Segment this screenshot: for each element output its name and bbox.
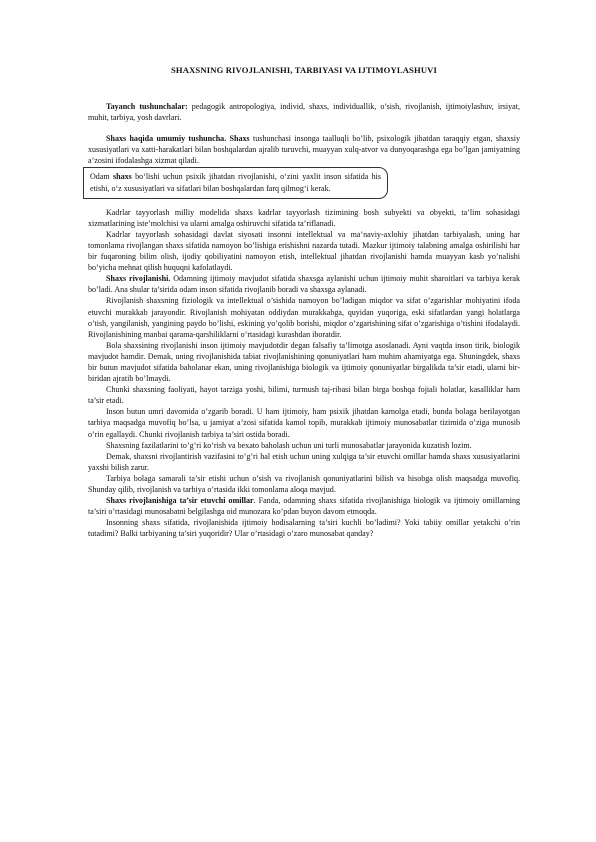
key-concepts-lead: Tayanch tushunchalar: xyxy=(106,102,188,111)
paragraph-10: Shaxsning fazilatlarini to’g’ri ko’rish va bexato baholash uchun uni turli munosabatlar jarayonida kuzatish lozim. xyxy=(106,440,472,450)
definition-paragraph xyxy=(88,133,520,166)
definition-text: tushunchasi insonga taalluqli bo’lib, psixologik jihatdan taraqqiy etgan, shaxsiy xususiyatlari va xatti-harakatlari bilan boshqalardan ajralib turuvchi, muayyan xulq-atvor va dunyoqarashga ega bo’lgan jamiyatning a’zosini ifodalashga xizmat qiladi. xyxy=(88,134,520,166)
paragraph-7: Bola shaxsining rivojlanishi inson ijtimoiy mavjudotdir degan falsafiy ta’limotga asoslanadi. Ayni vaqtda inson tirik, biologik mavjudot hamdir. Demak, uning rivojlanishida tabiat rivojlanishining qonuniyatlari ham muhim ahamiyatga ega. Shuningdek, shaxs bir butun mavjudot sifatida baholanar ekan, uning rivojlanishiga biologik va ijtimoiy qonuniyatlar birgalikda ta’sir etadi, ularni bir-biridan ajratib bo’lmaydi. xyxy=(88,340,520,384)
callout-text-a: Odam xyxy=(90,172,113,182)
paragraph-12: Tarbiya bolaga samarali ta’sir etishi uchun o’sish va rivojlanish qonuniyatlarini bilish va hisobga olish maqsadga muvofiq. Shunday qilib, rivojlanish va tarbiya o’rtasida ikki tomonlama aloqa mavjud. xyxy=(88,473,520,494)
paragraph-3: Kadrlar tayyorlash milliy modelida shaxs kadrlar tayyorlash tizimining bosh subyekti va obyekti, ta’lim sohasidagi xizmatlarining iste’molchisi va ularni amalga oshiruvchi sifatida ta’riflanadi. xyxy=(88,207,520,228)
paragraph-4: Kadrlar tayyorlash sohasidagi davlat siyosati insonni intellektual va ma’naviy-axlohiy jihatdan tarbiyalash, uning har tomonlama rivojlangan shaxs sifatida namoyon bo’lishiga erishishni nazarda tutadi. Mazkur ijtimoiy talabning amalga oshirilishi har bir fuqaroning bilim olish, ijodiy qobiliyatini namoyon etish, intellektual jihatdan rivojlanishi hamda muayyan kasb yo’nalishi bo’yicha mehnat qilish huquqni kafolatlaydi. xyxy=(88,229,520,273)
paragraph-9: Inson butun umri davomida o’zgarib boradi. U ham ijtimoiy, ham psixik jihatdan kamolga etadi, bunda bolaga berilayotgan tarbiya maqsadga muvofiq bo’lsa, u jamiyat a’zosi sifatida kamol topib, murakkab ijtimoiy munosabatlar tizimida o’ziga munosib o’rin egallaydi. Chunki rivojlanish tarbiya ta’siri ostida boradi. xyxy=(88,407,520,439)
development-text: Odamning ijtimoiy mavjudot sifatida shaxsga aylanishi uchun ijtimoiy muhit sharoitlari va tarbiya kerak bo’ladi. Ana shular ta’sirida odam inson sifatida rivojlanib boradi va shaxsga aylanadi. xyxy=(88,274,521,295)
page-title: SHAXSNING RIVOJLANISHI, TARBIYASI VA IJTIMOYLASHUVI xyxy=(170,65,438,75)
definition-lead: Shaxs haqida umumiy tushuncha. Shaxs xyxy=(106,134,250,144)
callout-text-c: bo‘lishi uchun psixik jihatdan rivojlanishi, o‘zini yaxlit inson sifatida his etishi, o‘z xususiyatlari va sifatlari bilan boshqalardan farq qilmog‘i kerak. xyxy=(90,172,381,193)
paragraph-14: Insonning shaxs sifatida, rivojlanishida ijtimoiy hodisalarning ta’siri kuchli bo’ladimi? Yoki tabiiy omillar yetakchi o’rin tutadimi? Balki tarbiyaning ta’siri yuqoridir? Ular o’rtasidagi o’zaro munosabat qanday? xyxy=(88,518,520,539)
paragraph-11: Demak, shaxsni rivojlantirish vazifasini to’g’ri hal etish uchun uning xulqiga ta’sir etuvchi omillar hamda shaxs xususiyatlarini yaxshi bilish zarur. xyxy=(88,451,520,472)
document-body xyxy=(88,101,520,539)
callout-text xyxy=(90,171,381,193)
paragraph-6: Rivojlanish shaxsning fiziologik va intellektual o’sishida namoyon bo’ladigan miqdor va sifat o’zgarishlar mohiyatini ifoda etuvchi murakkab jarayondir. Rivojlanish mohiyatan oddiydan murakkabga, quyidan yuqoriga, eski sifatlardan yangi holatlarga o’tish, yangilanish, yangining paydo bo’lishi, eskining yo’qolib borishi, miqdor o’zgarishining sifat o’zgarishiga o’tishini ifodalaydi. Rivojlanishining manbai qarama-qarshiliklarni o’rtasidagi kurashdan iboratdir. xyxy=(88,296,520,339)
key-concepts-paragraph xyxy=(88,101,520,123)
development-paragraph xyxy=(88,273,520,295)
callout-text-bold: shaxs xyxy=(112,172,132,182)
factors-text: . Fanda, odamning shaxs sifatida rivojlanishiga biologik va ijtimoiy omillarning ta’siri o’rtasidagi munosabatni belgilashga oid munozara ko’pdan buyon davom etmoqda. xyxy=(88,496,521,517)
definition-callout-box xyxy=(83,167,388,198)
paragraph-8: Chunki shaxsning faoliyati, hayot tarziga yoshi, bilimi, turmush taj-ribasi bilan birga boshqa fojiali holatlar, kasalliklar ham ta’sir etadi. xyxy=(88,385,520,406)
factors-lead: Shaxs rivojlanishiga ta’sir etuvchi omillar xyxy=(106,496,254,506)
development-lead: Shaxs rivojlanishi. xyxy=(106,274,171,284)
factors-paragraph xyxy=(88,495,520,517)
key-concepts-text: pedagogik antropologiya, individ, shaxs, individuallik, o’sish, rivojlanish, ijtimoiylashuv, irsiyat, muhit, tarbiya, yosh davrlari. xyxy=(88,102,520,123)
